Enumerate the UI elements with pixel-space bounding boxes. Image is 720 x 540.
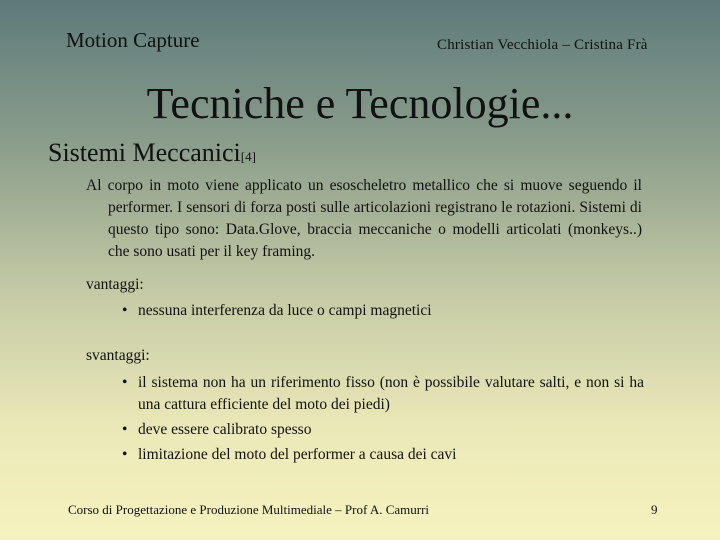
advantages-list: [122, 300, 642, 322]
disadvantages-list: [122, 372, 644, 469]
page-number: 9: [651, 502, 658, 517]
slide-title: Tecniche e Tecnologie...: [146, 79, 574, 128]
list-item: [122, 372, 644, 416]
bullet-icon: •: [122, 374, 128, 391]
advantages-label: vantaggi:: [86, 276, 144, 293]
disadvantages-label: svantaggi:: [86, 347, 150, 364]
bullet-icon: •: [122, 446, 128, 463]
list-item-text: deve essere calibrato spesso: [138, 421, 312, 438]
bullet-icon: •: [122, 421, 128, 438]
list-item-text: nessuna interferenza da luce o campi magnetici: [138, 302, 432, 319]
list-item-text: il sistema non ha un riferimento fisso (non è possibile valutare salti, e non si ha una cattura efficiente del moto dei piedi): [138, 374, 644, 413]
bullet-icon: •: [122, 302, 128, 319]
list-item: [122, 419, 644, 441]
list-item: [122, 444, 644, 466]
list-item: [122, 300, 642, 322]
section-heading-text: Sistemi Meccanici: [48, 138, 241, 167]
citation-reference: [4]: [240, 149, 256, 164]
footer-course-info: Corso di Progettazione e Produzione Multimediale – Prof A. Camurri: [68, 502, 430, 517]
list-item-text: limitazione del moto del performer a causa dei cavi: [138, 446, 457, 463]
intro-paragraph: Al corpo in moto viene applicato un esoscheletro metallico che si muove seguendo il performer. I sensori di forza posti sulle articolazioni registrano le rotazioni. Sistemi di questo tipo sono: Data.Glove, braccia meccaniche o modelli articolati (monkeys..) che sono usati per il key framing.: [86, 177, 642, 260]
section-heading: [48, 138, 256, 168]
header-authors: Christian Vecchiola – Cristina Frà: [437, 37, 648, 53]
header-course-topic: Motion Capture: [66, 28, 200, 52]
